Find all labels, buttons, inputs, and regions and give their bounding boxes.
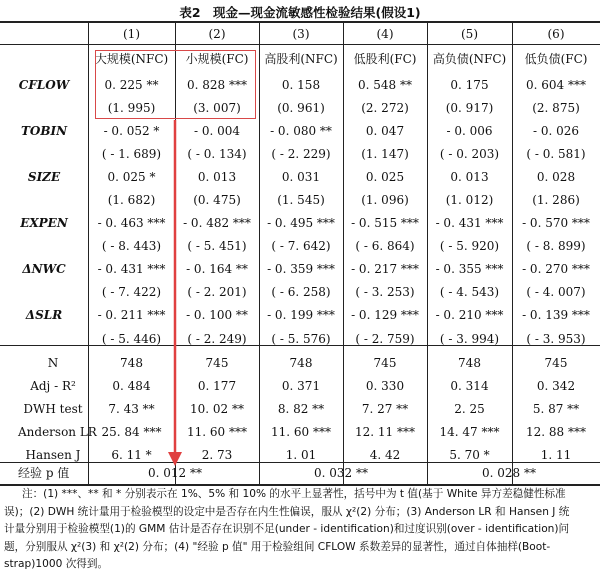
t-cell: ( - 6. 864) — [355, 238, 415, 253]
coef-cell: 0. 828 *** — [187, 77, 247, 92]
t-cell: ( - 2. 249) — [187, 331, 247, 346]
stat-cell: 2. 73 — [201, 448, 233, 462]
coef-cell: - 0. 100 ** — [186, 307, 248, 322]
pvalue-cell: 0. 028 ** — [482, 466, 536, 480]
coef-cell: 0. 175 — [450, 77, 489, 92]
coef-cell: - 0. 217 *** — [351, 261, 419, 276]
coef-cell: 0. 025 — [365, 169, 405, 184]
note-line: 误)；(2) DWH 统计量用于检验模型的设定中是否存在内生性偏误，服从 χ²(2) 分布；(3) Anderson LR 和 Hansen J 统 — [4, 505, 570, 518]
coef-cell: - 0. 270 *** — [522, 261, 590, 276]
pvalue-cell: 0. 032 ** — [314, 466, 368, 480]
stat-label: Anderson LR — [18, 424, 97, 439]
stat-cell: 6. 11 * — [111, 448, 152, 462]
t-cell: (1. 096) — [361, 192, 409, 207]
pvalue-cell: 0. 012 ** — [148, 466, 202, 480]
coef-cell: 0. 013 — [450, 169, 489, 184]
stat-cell: 7. 27 ** — [361, 401, 409, 416]
t-cell: (1. 682) — [107, 192, 156, 207]
coef-cell: 0. 025 * — [107, 169, 156, 184]
table-row — [0, 257, 600, 280]
t-cell: (1. 545) — [277, 192, 325, 207]
column-number: (6) — [547, 26, 565, 41]
t-cell: (1. 147) — [361, 146, 409, 161]
t-cell: ( - 0. 134) — [187, 146, 247, 161]
stat-cell: 748 — [289, 355, 313, 370]
coef-cell: - 0. 570 *** — [522, 215, 590, 230]
coef-cell: - 0. 431 *** — [97, 261, 166, 276]
stat-cell: 745 — [205, 355, 229, 370]
stat-row — [0, 374, 600, 397]
t-cell: ( - 3. 994) — [439, 331, 500, 346]
column-number-row — [0, 23, 600, 44]
table-row — [0, 211, 600, 234]
coef-cell: - 0. 026 — [532, 123, 580, 138]
highlight-box — [95, 50, 256, 119]
stat-cell: 12. 88 *** — [526, 424, 586, 439]
stat-cell: 0. 314 — [450, 378, 489, 393]
t-cell: ( - 2. 229) — [271, 146, 331, 161]
variable-label: TOBIN — [20, 123, 68, 138]
column-number: (2) — [208, 26, 226, 41]
pvalue-label: 经验 p 值 — [18, 466, 70, 480]
t-cell: ( - 1. 689) — [101, 146, 162, 161]
coef-cell: 0. 013 — [197, 169, 237, 184]
stat-cell: 0. 484 — [112, 378, 151, 393]
stat-cell: 11. 60 *** — [187, 424, 247, 439]
coef-cell: - 0. 495 *** — [267, 215, 335, 230]
stat-cell: 4. 42 — [369, 448, 401, 462]
note-line: 题，分别服从 χ²(3) 和 χ²(2) 分布；(4) "经验 p 值" 用于检验组间 CFLOW 系数差异的显著性，通过自体抽样(Boot- — [4, 540, 551, 553]
stat-label: N — [47, 355, 59, 370]
t-cell: ( - 5. 576) — [271, 331, 331, 346]
table-row — [0, 303, 600, 326]
group-header: 大规模(NFC) — [94, 52, 169, 66]
table-notes — [4, 486, 596, 574]
t-cell: ( - 2. 759) — [355, 331, 415, 346]
coef-cell: - 0. 359 *** — [267, 261, 335, 276]
variable-label: ΔNWC — [22, 261, 66, 276]
variable-label: ΔSLR — [25, 307, 63, 322]
coef-cell: 0. 604 *** — [526, 77, 586, 92]
coef-cell: - 0. 006 — [446, 123, 493, 138]
stat-cell: 1. 11 — [540, 448, 572, 462]
stat-cell: 748 — [120, 355, 143, 370]
t-cell: ( - 3. 953) — [526, 331, 586, 346]
t-cell: ( - 0. 203) — [439, 146, 500, 161]
group-header: 低股利(FC) — [353, 52, 417, 66]
variable-label: CFLOW — [18, 77, 70, 92]
stat-cell: 11. 60 *** — [271, 424, 331, 439]
table-row — [0, 188, 600, 211]
column-number: (1) — [123, 26, 140, 41]
group-header-row — [0, 44, 600, 73]
coef-cell: - 0. 355 *** — [435, 261, 504, 276]
table-row — [0, 165, 600, 188]
column-number: (3) — [292, 26, 310, 41]
stat-cell: 0. 330 — [365, 378, 405, 393]
stat-cell: 0. 342 — [536, 378, 576, 393]
t-cell: (1. 012) — [445, 192, 494, 207]
t-cell: ( - 8. 899) — [526, 238, 586, 253]
coef-cell: 0. 158 — [281, 77, 321, 92]
coef-cell: - 0. 164 ** — [186, 261, 248, 276]
stat-label: Hansen J — [25, 448, 81, 462]
stat-cell: 10. 02 ** — [190, 401, 244, 416]
t-cell: (2. 272) — [361, 100, 409, 115]
stat-cell: 12. 11 *** — [355, 424, 415, 439]
t-cell: ( - 7. 642) — [271, 238, 331, 253]
stat-cell: 1. 01 — [285, 448, 317, 462]
coef-cell: 0. 047 — [365, 123, 405, 138]
stat-cell: 2. 25 — [454, 401, 485, 416]
table-row — [0, 326, 600, 351]
t-cell: ( - 4. 543) — [439, 284, 500, 299]
t-cell: ( - 5. 920) — [439, 238, 500, 253]
stat-row — [0, 351, 600, 374]
coef-cell: - 0. 431 *** — [435, 215, 504, 230]
coef-cell: - 0. 080 ** — [270, 123, 332, 138]
t-cell: ( - 2. 201) — [187, 284, 247, 299]
t-cell: (1. 995) — [107, 100, 156, 115]
stat-cell: 0. 177 — [197, 378, 237, 393]
stat-cell: 14. 47 *** — [439, 424, 500, 439]
variable-label: EXPEN — [20, 215, 68, 230]
results-table — [0, 23, 600, 467]
table-row — [0, 119, 600, 142]
stat-cell: 7. 43 ** — [108, 401, 155, 416]
coef-cell: - 0. 004 — [193, 123, 241, 138]
t-cell: (3. 007) — [193, 100, 241, 115]
table-row — [0, 234, 600, 257]
note-line: 注：(1) ***、** 和 * 分别表示在 1%、5% 和 10% 的水平上显著性，括号中为 t 值(基于 White 异方差稳健性标准 — [22, 488, 566, 500]
t-cell: (0. 917) — [445, 100, 494, 115]
group-header: 高股利(NFC) — [264, 52, 338, 66]
t-cell: ( - 7. 422) — [101, 284, 162, 299]
column-number: (5) — [461, 26, 478, 41]
coef-cell: - 0. 463 *** — [97, 215, 166, 230]
t-cell: ( - 5. 451) — [187, 238, 247, 253]
t-cell: (0. 961) — [277, 100, 325, 115]
coef-cell: - 0. 482 *** — [183, 215, 251, 230]
group-header: 小规模(FC) — [185, 52, 249, 66]
t-cell: (0. 475) — [193, 192, 241, 207]
coef-cell: 0. 548 ** — [358, 77, 412, 92]
variable-label: SIZE — [27, 169, 61, 184]
coef-cell: 0. 225 ** — [104, 77, 159, 92]
t-cell: ( - 0. 581) — [526, 146, 586, 161]
table-row — [0, 73, 600, 96]
stat-cell: 25. 84 *** — [101, 424, 162, 439]
stat-cell: 5. 87 ** — [532, 401, 580, 416]
table-row — [0, 280, 600, 303]
stat-label: Adj - R² — [30, 378, 76, 393]
coef-cell: - 0. 515 *** — [351, 215, 419, 230]
table-row — [0, 142, 600, 165]
note-line: strap)1000 次得到。 — [4, 558, 109, 571]
stat-cell: 745 — [544, 355, 568, 370]
stat-cell: 8. 82 ** — [277, 401, 325, 416]
column-number: (4) — [376, 26, 394, 41]
note-line: 计量分别用于检验模型(1)的 GMM 估计是否存在识别不足(under - identification)和过度识别(over - identification)问 — [4, 523, 570, 536]
stat-row — [0, 397, 600, 420]
group-header: 高负债(NFC) — [432, 52, 507, 66]
t-cell: (2. 875) — [532, 100, 580, 115]
coef-cell: 0. 028 — [536, 169, 576, 184]
table-title: 表2 现金—现金流敏感性检验结果(假设1) — [179, 5, 421, 20]
stat-cell: 5. 70 * — [449, 448, 490, 462]
stat-cell: 748 — [458, 355, 481, 370]
coef-cell: - 0. 199 *** — [267, 307, 335, 322]
coef-cell: - 0. 139 *** — [522, 307, 590, 322]
t-cell: ( - 5. 446) — [101, 331, 162, 346]
t-cell: (1. 286) — [532, 192, 580, 207]
stat-cell: 745 — [373, 355, 397, 370]
stat-label: DWH test — [23, 401, 83, 416]
coef-cell: - 0. 052 * — [103, 123, 160, 138]
t-cell: ( - 4. 007) — [526, 284, 586, 299]
stat-cell: 0. 371 — [281, 378, 321, 393]
coef-cell: - 0. 211 *** — [97, 307, 166, 322]
coef-cell: 0. 031 — [281, 169, 321, 184]
table-row — [0, 96, 600, 119]
t-cell: ( - 3. 253) — [355, 284, 415, 299]
group-header: 低负债(FC) — [524, 52, 588, 66]
coef-cell: - 0. 210 *** — [435, 307, 504, 322]
t-cell: ( - 8. 443) — [101, 238, 162, 253]
stat-row — [0, 420, 600, 443]
t-cell: ( - 6. 258) — [271, 284, 331, 299]
coef-cell: - 0. 129 *** — [351, 307, 419, 322]
